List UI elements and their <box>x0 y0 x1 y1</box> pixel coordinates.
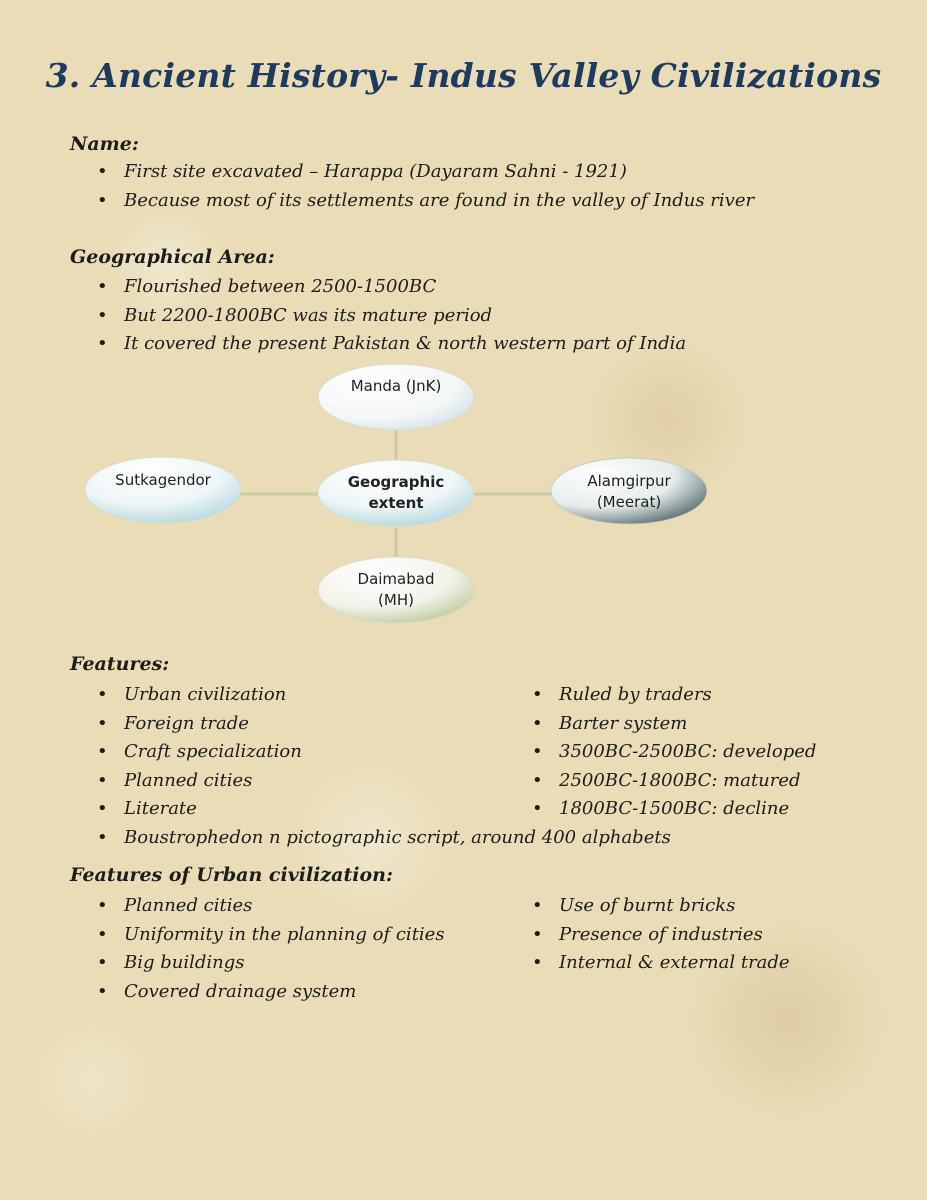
section-heading-geographical-area: Geographical Area: <box>70 246 275 268</box>
node-left-text: Sutkagendor <box>115 471 211 489</box>
list-item: • Craft specialization <box>97 738 671 767</box>
node-right-text-line-2: (Meerat) <box>596 493 662 511</box>
list-item: • Flourished between 2500-1500BC <box>97 273 686 302</box>
node-bottom-text-line-1: Daimabad <box>357 570 435 588</box>
page-title: 3. Ancient History- Indus Valley Civilizations <box>45 56 882 95</box>
geographic-extent-diagram <box>0 360 927 640</box>
features-right-list <box>532 681 816 824</box>
list-item: • But 2200-1800BC was its mature period <box>97 302 686 331</box>
node-right-label <box>551 471 707 513</box>
list-item: • Covered drainage system <box>97 978 445 1007</box>
list-item: • Use of burnt bricks <box>532 892 790 921</box>
list-item: • Ruled by traders <box>532 681 816 710</box>
list-item: • Because most of its settlements are found in the valley of Indus river <box>97 187 754 216</box>
node-center-text-line-2: extent <box>368 494 424 512</box>
name-list <box>97 158 754 215</box>
list-item: • 3500BC-2500BC: developed <box>532 738 816 767</box>
node-bottom-text-line-2: (MH) <box>378 591 414 609</box>
section-heading-name: Name: <box>70 133 139 155</box>
urban-right-list <box>532 892 790 978</box>
list-item: • It covered the present Pakistan & north western part of India <box>97 330 686 359</box>
list-item: • Internal & external trade <box>532 949 790 978</box>
list-item: • 2500BC-1800BC: matured <box>532 767 816 796</box>
list-item: • Uniformity in the planning of cities <box>97 921 445 950</box>
list-item: • Literate <box>97 795 671 824</box>
urban-left-list <box>97 892 445 1006</box>
list-item: • Big buildings <box>97 949 445 978</box>
list-item: • Barter system <box>532 710 816 739</box>
node-top-text: Manda (JnK) <box>350 377 442 395</box>
node-bottom-label <box>318 569 474 611</box>
list-item: • Planned cities <box>97 767 671 796</box>
node-left-label <box>85 470 241 491</box>
list-item: • Foreign trade <box>97 710 671 739</box>
section-heading-features: Features: <box>70 653 170 675</box>
node-right-text-line-1: Alamgirpur <box>587 472 671 490</box>
list-item: • 1800BC-1500BC: decline <box>532 795 816 824</box>
list-item: • First site excavated – Harappa (Dayaram Sahni - 1921) <box>97 158 754 187</box>
geo-list <box>97 273 686 359</box>
node-center-label <box>318 472 474 514</box>
section-heading-urban-features: Features of Urban civilization: <box>70 864 393 886</box>
list-item: • Urban civilization <box>97 681 671 710</box>
node-top-shape <box>318 364 474 430</box>
list-item: • Boustrophedon n pictographic script, around 400 alphabets <box>97 824 671 853</box>
node-center-text-line-1: Geographic <box>347 473 445 491</box>
node-top-label <box>318 376 474 397</box>
list-item: • Planned cities <box>97 892 445 921</box>
list-item: • Presence of industries <box>532 921 790 950</box>
